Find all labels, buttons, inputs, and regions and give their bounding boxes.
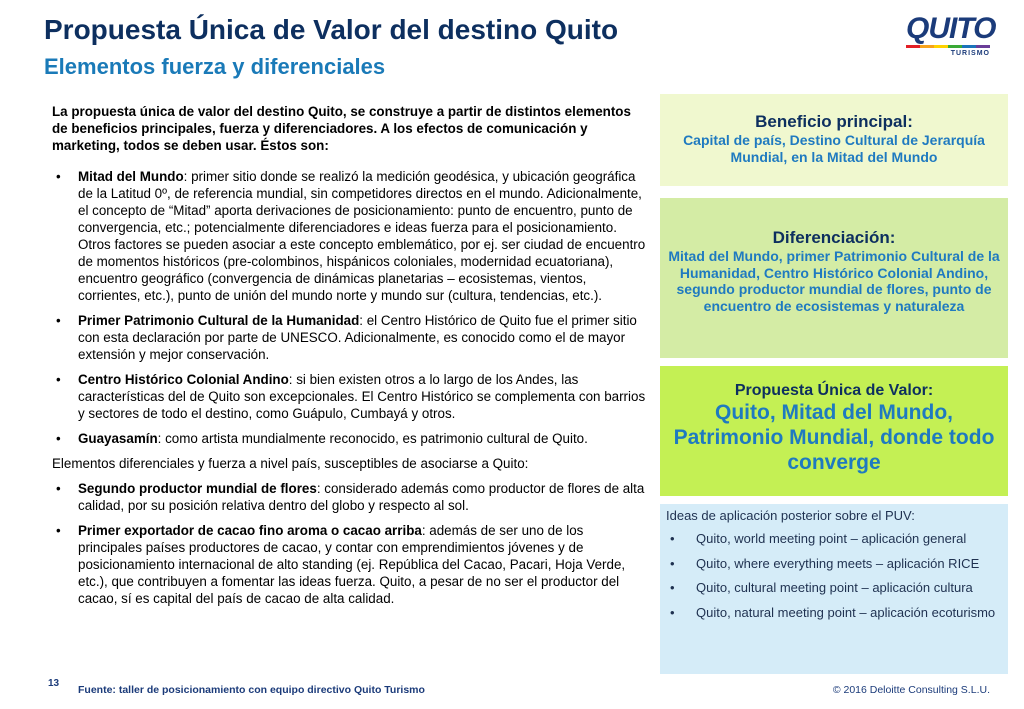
page-subtitle: Elementos fuerza y diferenciales <box>44 54 386 79</box>
list-item: • Quito, world meeting point – aplicación general <box>666 531 998 548</box>
ideas-box <box>660 504 1008 674</box>
country-elements-heading: Elementos diferenciales y fuerza a nivel país, susceptibles de asociarse a Quito: <box>52 456 529 471</box>
list-item <box>52 371 646 422</box>
list-item-text: : si bien existen otros a lo largo de los Andes, las características del de Quito son excepcionales. El Centro Histórico se complementa con barrios y sectores de todo el destino, como Guápulo, Cumbayá y otros. <box>78 372 646 421</box>
logo-bar <box>962 45 976 48</box>
list-item-title: Guayasamín <box>78 431 158 446</box>
list-item: • Quito, natural meeting point – aplicación ecoturismo <box>666 605 998 622</box>
logo-bar <box>934 45 948 48</box>
copyright: © 2016 Deloitte Consulting S.L.U. <box>832 684 990 696</box>
logo-color-bars <box>906 45 990 48</box>
list-item-text: : considerado además como productor de flores de alta calidad, por su posición relativa dentro del globo y respecto al sol. <box>78 481 645 513</box>
list-item-title: Segundo productor mundial de flores <box>78 481 317 496</box>
ideas-list <box>666 531 998 621</box>
list-item: • Quito, where everything meets – aplicación RICE <box>666 556 998 573</box>
list-item-text: : como artista mundialmente reconocido, es patrimonio cultural de Quito. <box>157 431 588 446</box>
page-number: 13 <box>48 678 60 689</box>
list-item <box>52 430 646 447</box>
page-title: Propuesta Única de Valor del destino Quito <box>44 14 619 45</box>
logo-bar <box>948 45 962 48</box>
differentiation-heading: Diferenciación: <box>772 228 896 247</box>
list-item-text: : el Centro Histórico de Quito fue el primer sitio con esta declaración por parte de UNESCO. Adicionalmente, es conocido como el de mayor extensión y mejor conservación. <box>78 313 637 362</box>
list-item: • Quito, cultural meeting point – aplicación cultura <box>666 580 998 597</box>
main-text-column <box>52 103 646 615</box>
differentiation-box <box>660 198 1008 358</box>
list-item-text: : primer sitio donde se realizó la medición geodésica, y ubicación geográfica de la Latitud 0º, de referencia mundial, sin competidores directos en el mundo. Adicionalmente, el concepto de “Mitad” aporta derivaciones de posicionamiento: punto de encuentro, punto de convergencia, etc.; potencialmente diferenciadores e ideas fuerza para el posicionamiento. Otros factores se pueden asociar a este concepto emblemático, por ej. ser ciudad de encuentro de momentos históricos (pre-colombinos, hispánicos coloniales, modernidad ecuatoriana), encuentro geográfico (convergencia de dinámicas planetarias – ecosistemas, vientos, corrientes, etc.), punto de unión del mundo norte y mundo sur (cultura, tendencias, etc.). <box>78 169 646 303</box>
list-item-title: Primer exportador de cacao fino aroma o cacao arriba <box>78 523 422 538</box>
puv-text: Quito, Mitad del Mundo, Patrimonio Mundial, donde todo converge <box>673 401 995 474</box>
puv-box <box>660 366 1008 496</box>
logo-bar <box>920 45 934 48</box>
list-item <box>52 480 646 514</box>
intro-paragraph: La propuesta única de valor del destino Quito, se construye a partir de distintos elementos de beneficios principales, fuerza y diferenciadores. A los efectos de comunicación y marketing, todos se deben usar. Éstos son: <box>52 104 631 153</box>
logo-wordmark: QUITO <box>906 12 996 45</box>
logo-bar <box>976 45 990 48</box>
puv-heading: Propuesta Única de Valor: <box>734 382 934 399</box>
list-item-title: Centro Histórico Colonial Andino <box>78 372 289 387</box>
logo-subtext: TURISMO <box>950 50 990 57</box>
country-strength-list <box>52 480 646 607</box>
ideas-heading: Ideas de aplicación posterior sobre el PUV: <box>666 508 915 523</box>
quito-turismo-logo <box>906 12 996 58</box>
list-item-text: : además de ser uno de los principales países productores de cacao, y contar con emprendimientos jóvenes y de posicionamiento internacional de alto standing (ej. República del Cacao, Pacari, Hoja Verde, etc.), que contribuyen a fomentar las ideas fuerza. Quito, a pesar de no ser el productor del cacao, sí es capital del país de cacao de alta calidad. <box>78 523 626 606</box>
source-note: Fuente: taller de posicionamiento con equipo directivo Quito Turismo <box>78 684 425 696</box>
list-item <box>52 312 646 363</box>
list-item <box>52 522 646 607</box>
list-item-title: Mitad del Mundo <box>78 169 184 184</box>
differentiation-text: Mitad del Mundo, primer Patrimonio Cultural de la Humanidad, Centro Histórico Colonial Andino, segundo productor mundial de flores, punto de encuentro de ecosistemas y naturaleza <box>668 248 1000 314</box>
benefit-box <box>660 94 1008 186</box>
list-item <box>52 168 646 304</box>
benefit-heading: Beneficio principal: <box>755 112 913 131</box>
logo-bar <box>906 45 920 48</box>
benefit-text: Capital de país, Destino Cultural de Jerarquía Mundial, en la Mitad del Mundo <box>683 132 985 165</box>
list-item-title: Primer Patrimonio Cultural de la Humanidad <box>78 313 360 328</box>
strength-list <box>52 168 646 447</box>
